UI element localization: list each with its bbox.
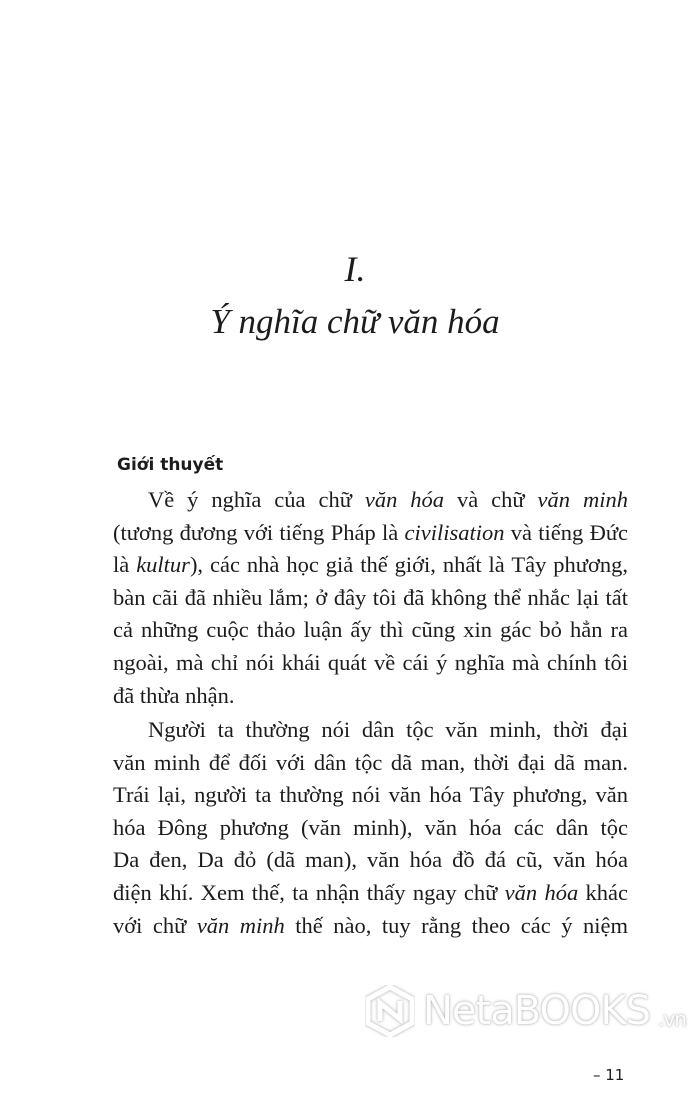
italic-term: văn hóa: [504, 879, 579, 905]
text-run: ), các nhà học giả thế giới, nhất là Tây phương,: [189, 552, 628, 578]
text-line: [113, 549, 628, 582]
watermark-brand: NetaBOOKS: [423, 988, 651, 1034]
italic-term: văn minh: [196, 912, 285, 938]
paragraph-1: [113, 484, 628, 712]
text-line: [113, 680, 628, 713]
text-run: và chữ: [444, 487, 538, 512]
italic-term: kultur: [136, 552, 190, 578]
chapter-number: I.: [344, 249, 366, 289]
text-line: [113, 582, 628, 615]
text-line: [113, 910, 628, 943]
italic-term: civilisation: [404, 519, 505, 545]
text-run: là: [113, 552, 137, 578]
text-run: Về ý nghĩa của chữ: [148, 487, 365, 512]
paragraph-2: [113, 714, 628, 942]
text-run: Trái lại, người ta thường nói văn hóa Tây phương, văn: [113, 782, 628, 808]
text-run: Da đen, Da đỏ (dã man), văn hóa đồ đá cũ, văn hóa: [113, 847, 628, 873]
text-run: khác: [578, 879, 629, 905]
page-number: – 11: [593, 1066, 625, 1084]
text-line: [113, 714, 628, 747]
text-line: [113, 779, 628, 812]
text-line: [113, 614, 628, 647]
text-line: [113, 647, 628, 680]
watermark: [365, 985, 686, 1037]
italic-term: văn hóa: [364, 487, 445, 512]
text-run: bàn cãi đã nhiều lắm; ở đây tôi đã không thể nhắc lại tất: [113, 584, 628, 610]
text-line: [113, 812, 628, 845]
text-run: điện khí. Xem thế, ta nhận thấy ngay chữ: [113, 879, 505, 905]
text-line: [113, 517, 628, 550]
text-line: [113, 484, 628, 517]
chapter-title: Ý nghĩa chữ văn hóa: [210, 302, 500, 341]
text-run: cả những cuộc thảo luận ấy thì cũng xin gác bỏ hẳn ra: [113, 617, 628, 643]
text-line: [113, 877, 628, 910]
text-line: [113, 747, 628, 780]
text-run: (tương đương với tiếng Pháp là: [113, 519, 405, 545]
text-run: ngoài, mà chỉ nói khái quát về cái ý nghĩa mà chính tôi: [113, 649, 628, 675]
text-run: đã thừa nhận.: [113, 682, 235, 708]
netabooks-hex-logo-icon: [365, 985, 415, 1037]
text-run: Người ta thường nói dân tộc văn minh, thời đại: [148, 717, 628, 742]
text-line: [113, 844, 628, 877]
text-run: với chữ: [113, 912, 197, 938]
watermark-suffix: .vn: [658, 1007, 686, 1031]
text-run: hóa Đông phương (văn minh), văn hóa các dân tộc: [113, 814, 628, 840]
italic-term: văn minh: [537, 487, 628, 512]
text-run: văn minh để đối với dân tộc dã man, thời đại dã man.: [113, 749, 628, 775]
text-run: thế nào, tuy rằng theo các ý niệm: [284, 912, 628, 938]
section-heading: Giới thuyết: [117, 455, 224, 475]
text-run: và tiếng Đức: [504, 519, 628, 545]
